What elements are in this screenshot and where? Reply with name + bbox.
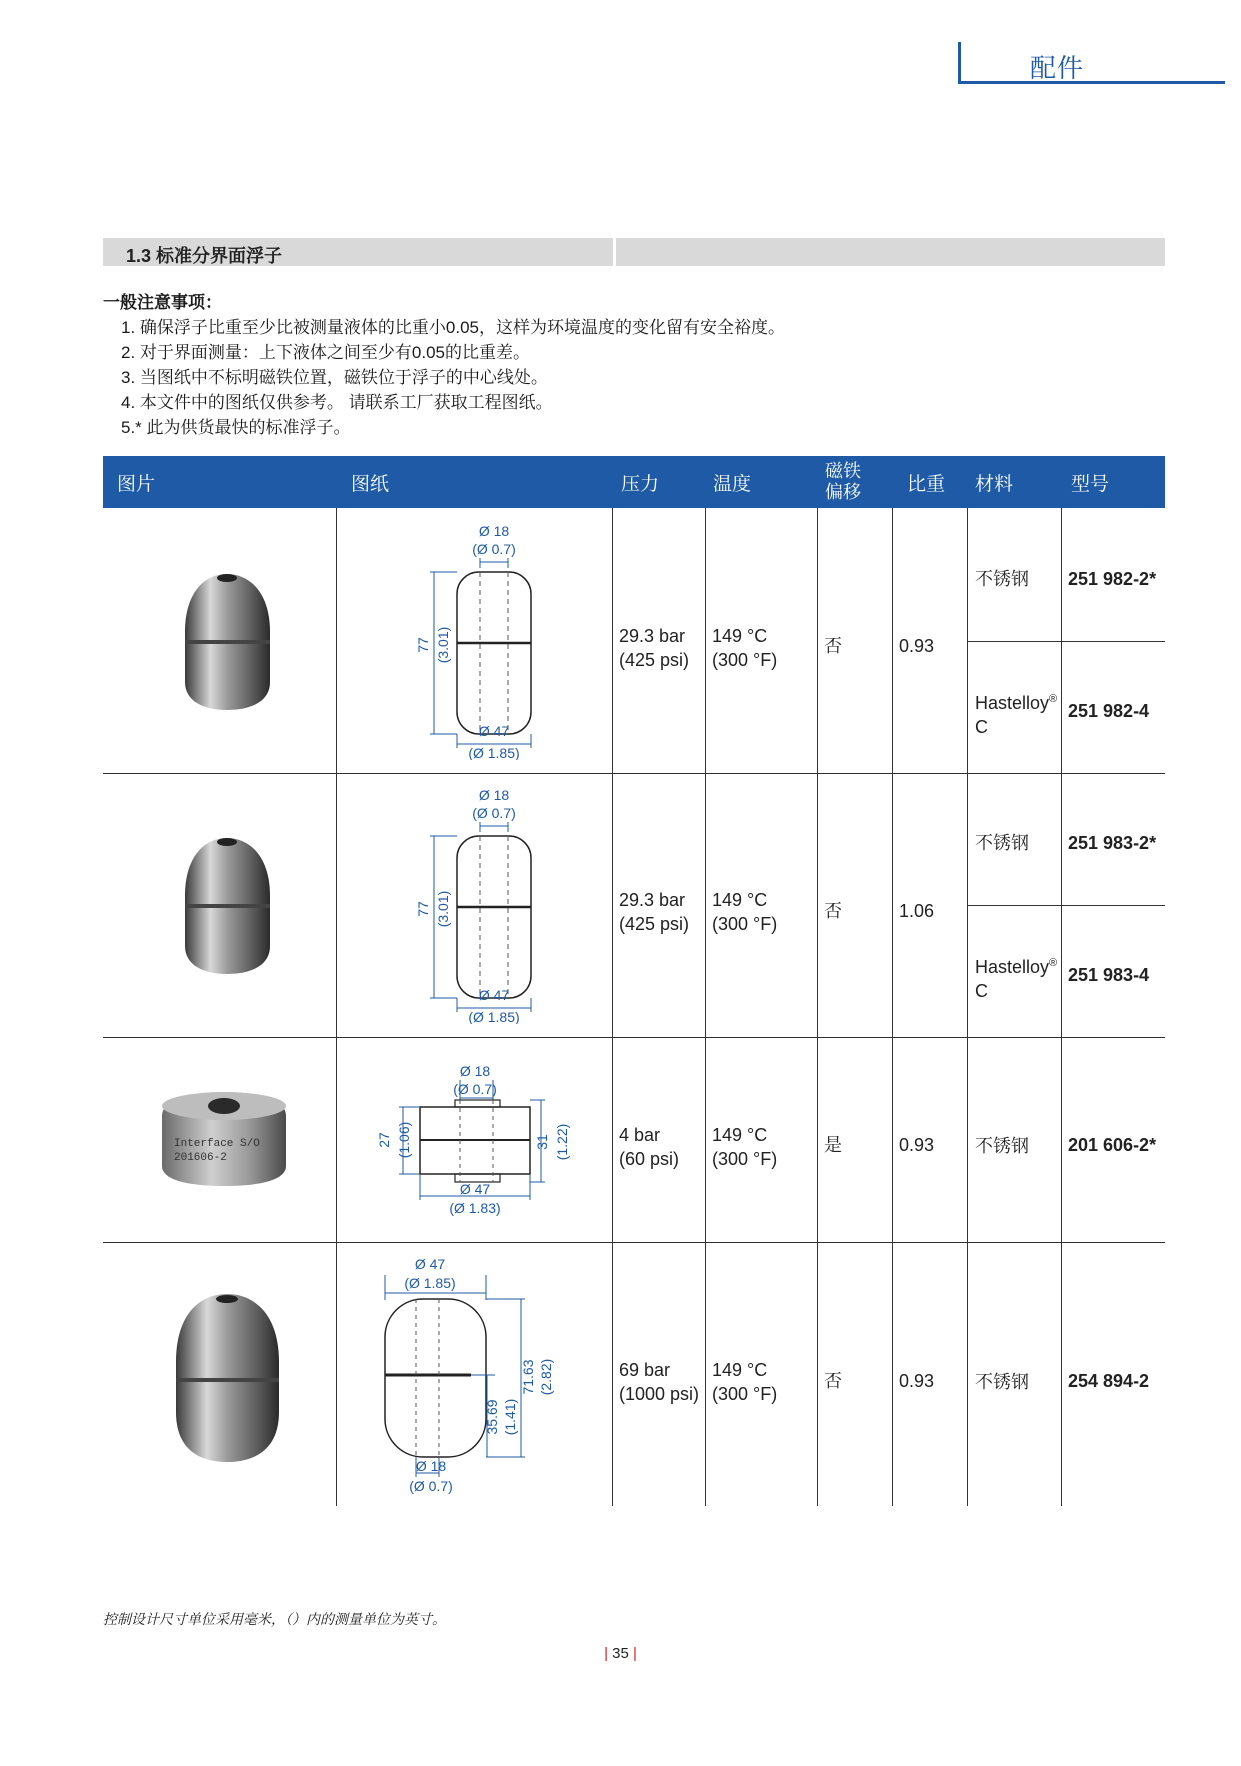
temperature-c: 149 °C — [712, 1360, 768, 1380]
material-cell: 不锈钢 — [975, 1372, 1029, 1392]
pressure-psi: (60 psi) — [619, 1149, 680, 1169]
row-separator — [103, 1242, 1165, 1243]
temperature-f: (300 °F) — [712, 1384, 778, 1404]
dimension-drawing — [400, 784, 560, 1024]
pressure-psi: (425 psi) — [619, 650, 690, 670]
dim-h1-inch: (1.41) — [502, 1398, 518, 1436]
pressure-cell — [619, 1123, 679, 1171]
temperature-cell — [712, 1358, 777, 1406]
dim-top-inch: (Ø 1.85) — [404, 1275, 456, 1291]
dim-bottom: Ø 47 — [478, 723, 510, 739]
temperature-c: 149 °C — [712, 626, 768, 646]
sub-row-separator — [967, 641, 1165, 642]
magnet-offset-cell: 否 — [824, 636, 842, 656]
dim-top: Ø 18 — [478, 523, 510, 539]
magnet-offset-cell: 是 — [824, 1135, 842, 1155]
temperature-cell — [712, 888, 777, 936]
model-cell: 251 983-4 — [1068, 965, 1150, 985]
dim-top: Ø 18 — [478, 787, 510, 803]
page-number-value: 35 — [612, 1645, 629, 1662]
dimension-drawing — [400, 520, 560, 760]
col-divider — [892, 508, 893, 1506]
registered-mark: ® — [1049, 957, 1058, 969]
pressure-cell — [619, 1358, 699, 1406]
photo-engraving: 201606-2 — [174, 1152, 227, 1164]
header-specific-gravity: 比重 — [907, 473, 946, 495]
pressure-psi: (1000 psi) — [619, 1384, 700, 1404]
pressure-cell — [619, 624, 689, 672]
units-footnote: 控制设计尺寸单位采用毫米，（）内的测量单位为英寸。 — [103, 1611, 446, 1627]
dim-height-inch: (3.01) — [435, 626, 451, 664]
magnet-offset-cell: 否 — [824, 1371, 842, 1391]
temperature-c: 149 °C — [712, 1125, 768, 1145]
pressure-bar: 29.3 bar — [619, 890, 686, 910]
dim-bottom: Ø 47 — [478, 987, 510, 1003]
material-cell: 不锈钢 — [975, 569, 1029, 589]
pressure-bar: 69 bar — [619, 1360, 671, 1380]
dim-bottom-inch: (Ø 1.83) — [449, 1200, 501, 1216]
dim-bottom-inch: (Ø 1.85) — [468, 1009, 520, 1024]
pressure-bar: 29.3 bar — [619, 626, 686, 646]
material-cell — [975, 951, 1057, 1003]
pressure-bar: 4 bar — [619, 1125, 661, 1145]
float-photo — [175, 572, 280, 712]
header-drawing: 图纸 — [351, 473, 390, 495]
temperature-cell — [712, 1123, 777, 1171]
note-item: 4. 本文件中的图纸仅供参考。 请联系工厂获取工程图纸。 — [121, 393, 553, 412]
dimension-drawing — [375, 1255, 575, 1495]
specific-gravity-cell: 0.93 — [899, 1371, 935, 1391]
col-divider — [1061, 508, 1062, 1506]
note-item: 3. 当图纸中不标明磁铁位置，磁铁位于浮子的中心线处。 — [121, 368, 548, 387]
table-header — [103, 456, 1165, 508]
row-separator — [103, 773, 1165, 774]
dim-top-inch: (Ø 0.7) — [453, 1081, 497, 1097]
notes-heading: 一般注意事项： — [103, 293, 222, 312]
header-picture: 图片 — [117, 473, 156, 495]
dim-top: Ø 18 — [459, 1063, 491, 1079]
dim-bottom: Ø 18 — [415, 1458, 447, 1474]
dim-bottom-inch: (Ø 1.85) — [468, 745, 520, 760]
page-number: | 35 | — [604, 1645, 637, 1662]
header-bracket — [958, 42, 1225, 84]
registered-mark: ® — [1049, 693, 1058, 705]
dim-height: 77 — [415, 637, 431, 653]
material-cell: 不锈钢 — [975, 833, 1029, 853]
dim-height-inch: (3.01) — [435, 890, 451, 928]
model-cell: 251 982-4 — [1068, 701, 1150, 721]
col-divider — [967, 508, 968, 1506]
dim-h2: 71.63 — [520, 1359, 536, 1395]
col-divider — [612, 508, 613, 1506]
section-bar — [103, 238, 1165, 266]
col-divider — [817, 508, 818, 1506]
material-name: Hastelloy — [975, 957, 1050, 977]
header-temperature: 温度 — [713, 473, 752, 495]
specific-gravity-cell: 0.93 — [899, 1135, 935, 1155]
note-item: 2. 对于界面测量：上下液体之间至少有0.05的比重差。 — [121, 343, 530, 362]
col-divider — [336, 508, 337, 1506]
header-magnet-offset — [825, 456, 861, 508]
model-cell: 254 894-2 — [1068, 1371, 1150, 1391]
temperature-cell — [712, 624, 777, 672]
material-cell: 不锈钢 — [975, 1136, 1029, 1156]
dim-h1: 35.69 — [484, 1399, 500, 1435]
material-name-grade: C — [975, 717, 988, 737]
temperature-c: 149 °C — [712, 890, 768, 910]
dim-left: 27 — [376, 1132, 392, 1148]
col-divider — [705, 508, 706, 1506]
note-item: 1. 确保浮子比重至少比被测量液体的比重小0.05，这样为环境温度的变化留有安全裕度。 — [121, 318, 785, 337]
magnet-offset-cell: 否 — [824, 901, 842, 921]
model-cell: 251 983-2* — [1068, 833, 1157, 853]
dim-left-inch: (1.06) — [396, 1121, 412, 1159]
dim-h2-inch: (2.82) — [538, 1358, 554, 1396]
header-pressure: 压力 — [621, 473, 660, 495]
header-material: 材料 — [975, 473, 1014, 495]
sub-row-separator — [967, 905, 1165, 906]
material-cell — [975, 687, 1057, 739]
specific-gravity-cell: 1.06 — [899, 901, 935, 921]
float-photo — [158, 1088, 290, 1188]
material-name-grade: C — [975, 981, 988, 1001]
page-header-title: 配件 — [1030, 53, 1085, 83]
note-item: 5.* 此为供货最快的标准浮子。 — [121, 418, 351, 437]
header-magnet-line1: 磁铁 — [825, 461, 861, 481]
dim-bottom-inch: (Ø 0.7) — [409, 1478, 453, 1494]
general-notes — [103, 290, 785, 440]
temperature-f: (300 °F) — [712, 1149, 778, 1169]
model-cell: 201 606-2* — [1068, 1135, 1157, 1155]
photo-engraving: Interface S/O — [174, 1138, 260, 1150]
material-name: Hastelloy — [975, 693, 1050, 713]
float-photo — [175, 836, 280, 976]
dim-top-inch: (Ø 0.7) — [472, 541, 516, 557]
temperature-f: (300 °F) — [712, 914, 778, 934]
pressure-cell — [619, 888, 689, 936]
dim-height: 77 — [415, 901, 431, 917]
dim-top-inch: (Ø 0.7) — [472, 805, 516, 821]
header-model: 型号 — [1071, 473, 1110, 495]
temperature-f: (300 °F) — [712, 650, 778, 670]
pressure-psi: (425 psi) — [619, 914, 690, 934]
dim-top: Ø 47 — [414, 1256, 446, 1272]
dim-right-inch: (1.22) — [554, 1123, 570, 1161]
dim-right: 31 — [534, 1134, 550, 1150]
section-title: 1.3 标准分界面浮子 — [126, 246, 283, 266]
header-magnet-line2: 偏移 — [825, 482, 861, 502]
model-cell: 251 982-2* — [1068, 569, 1157, 589]
float-photo — [170, 1292, 285, 1464]
row-separator — [103, 1037, 1165, 1038]
section-bar-divider — [613, 238, 616, 266]
dim-bottom: Ø 47 — [459, 1181, 491, 1197]
dimension-drawing — [375, 1060, 585, 1225]
specific-gravity-cell: 0.93 — [899, 636, 935, 656]
